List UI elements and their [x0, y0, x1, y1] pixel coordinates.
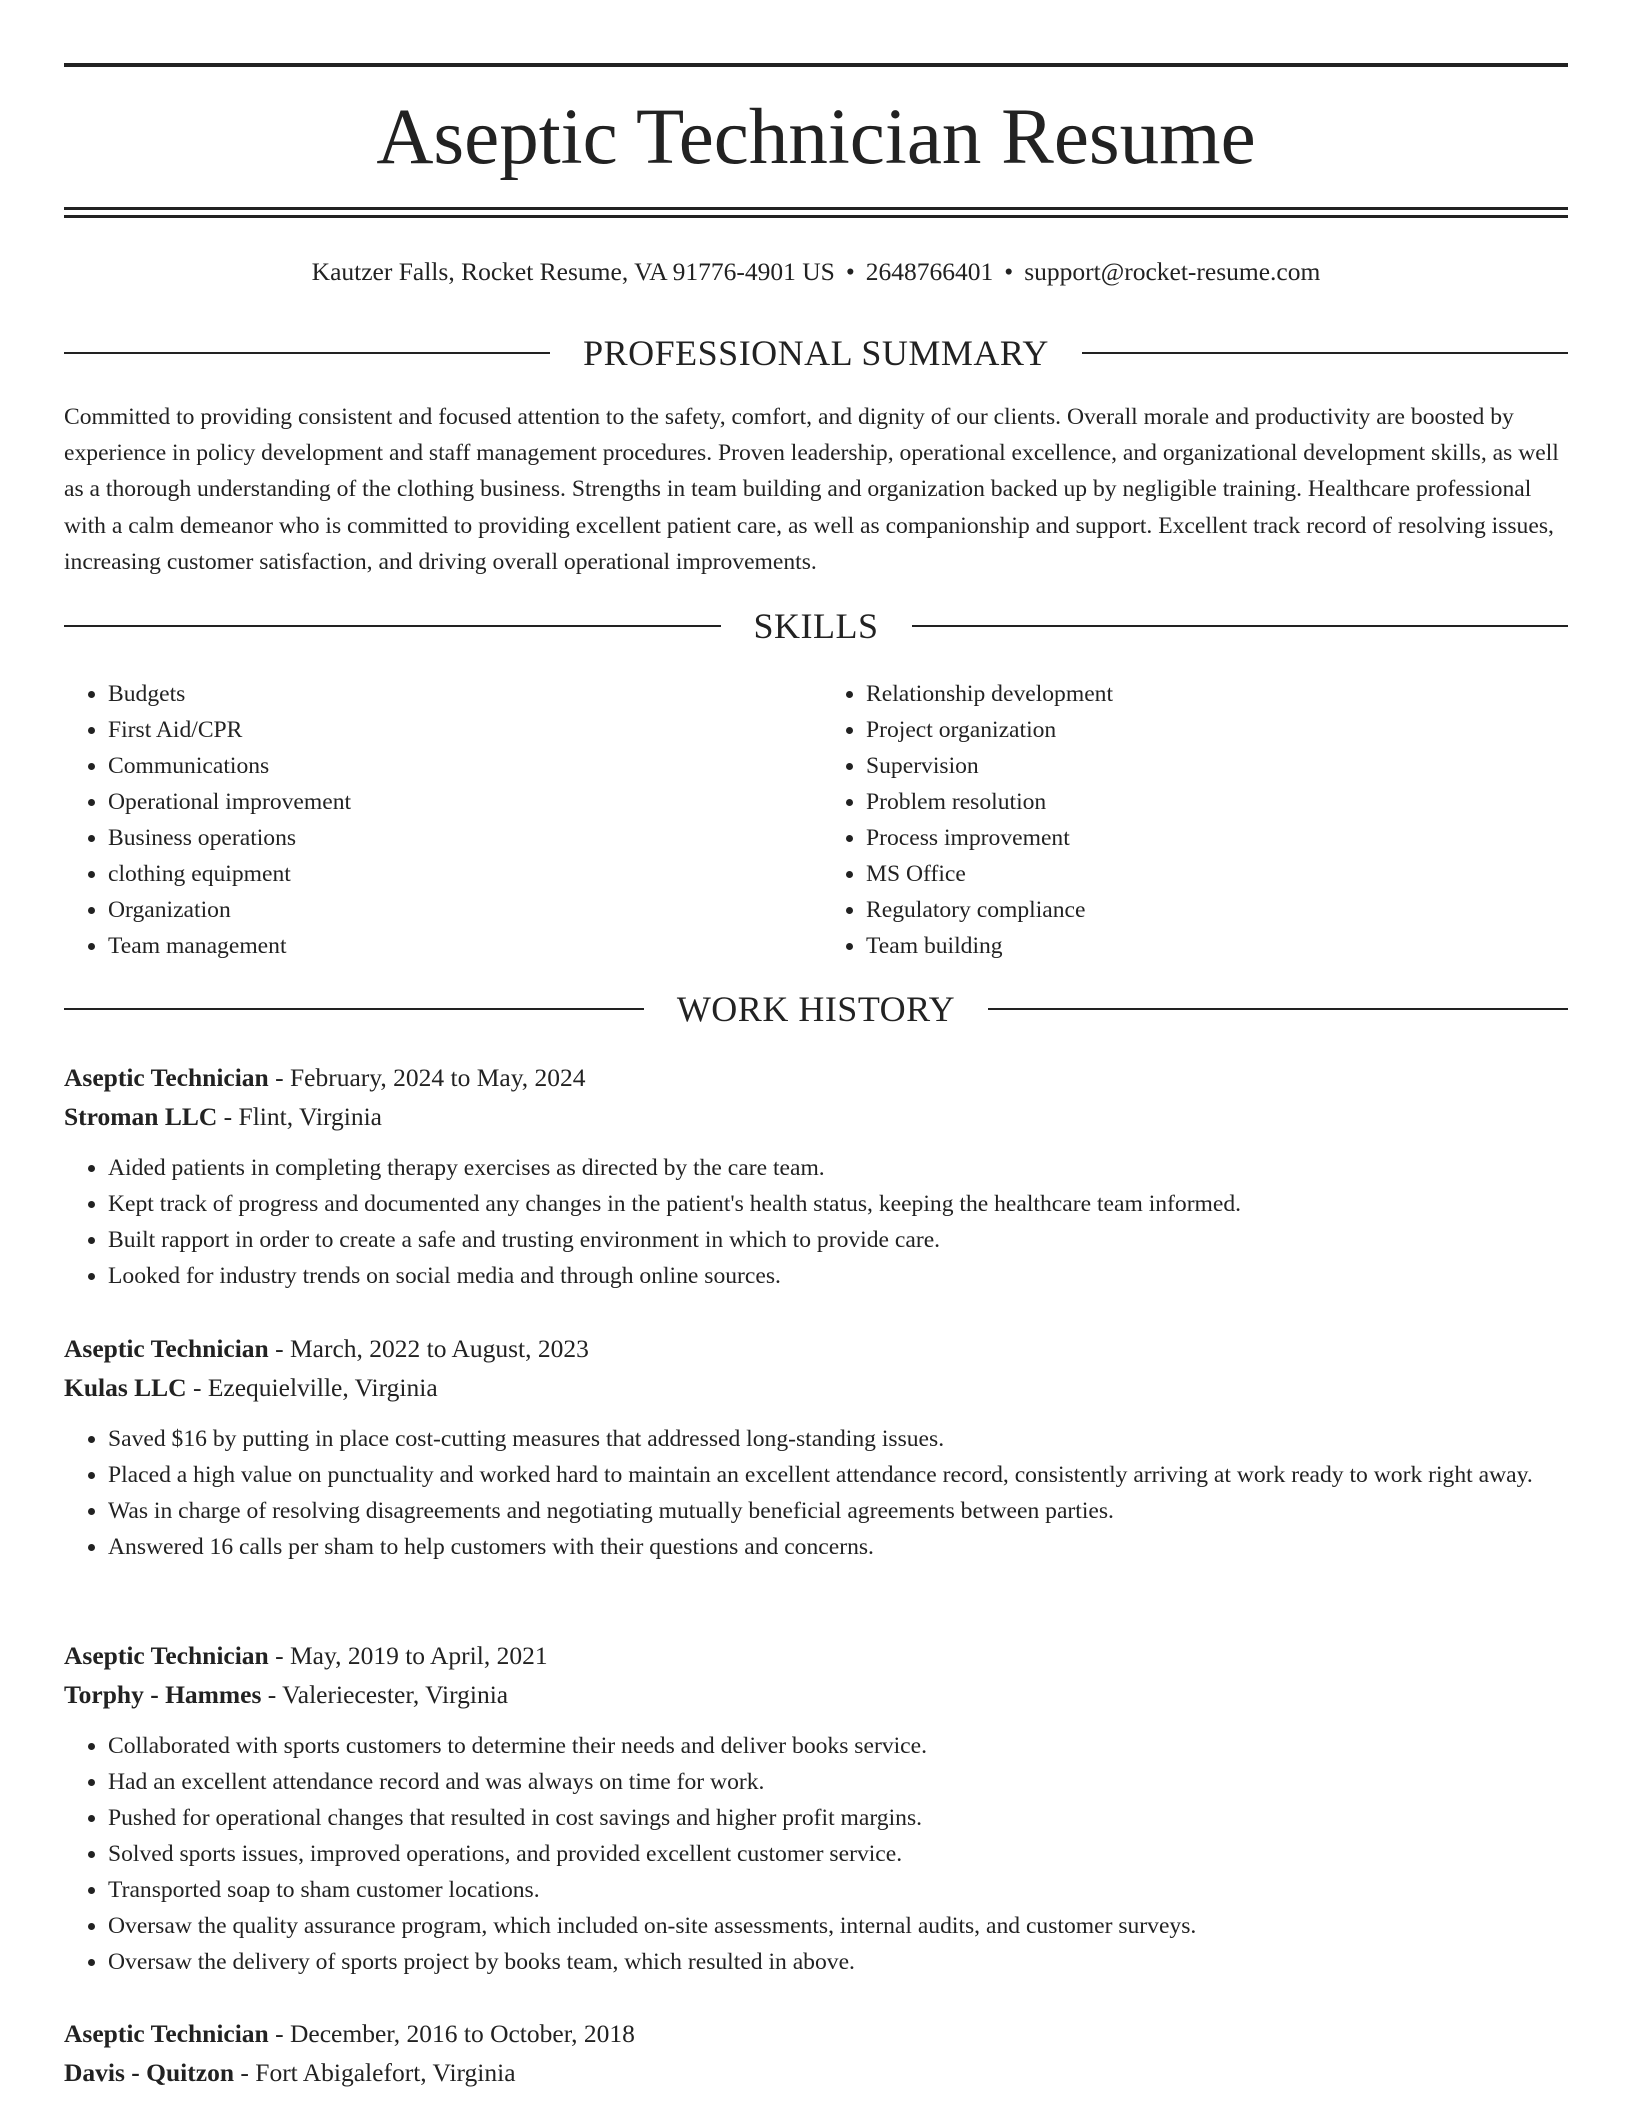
heading-rule-left — [64, 352, 550, 354]
job-duty: • Placed a high value on punctuality and worked hard to maintain an excellent attendance record, consistently arriving at work ready to work right away. — [108, 1457, 1568, 1493]
skill-item: • Problem resolution — [866, 784, 1564, 820]
job-duty: • Aided patients in completing therapy exercises as directed by the care team. — [108, 1150, 1568, 1186]
job-title-line — [64, 2014, 1568, 2053]
skill-item: • First Aid/CPR — [108, 712, 806, 748]
job-entry — [64, 1058, 1568, 1294]
job-dates: - December, 2016 to October, 2018 — [275, 2019, 635, 2048]
top-rule — [64, 63, 1568, 67]
job-entry — [64, 1329, 1568, 1565]
heading-rule-left — [64, 625, 721, 627]
job-company-line — [64, 1675, 1568, 1714]
job-location: - Valeriecester, Virginia — [267, 1680, 509, 1709]
job-company: Stroman LLC — [64, 1102, 218, 1131]
skills-list — [64, 676, 1568, 964]
skills-heading-label: SKILLS — [753, 606, 879, 646]
job-duty: • Solved sports issues, improved operations, and provided excellent customer service. — [108, 1836, 1568, 1872]
job-entry — [64, 2014, 1568, 2092]
job-company-line — [64, 2053, 1568, 2092]
summary-paragraph: Committed to providing consistent and focused attention to the safety, comfort, and dignity of our clients. Overall morale and productivity are boosted by experience in policy development and staff management procedures. Proven leadership, operational excellence, and organizational development skills, as well as a thorough understanding of the clothing business. Strengths in team building and organization backed up by negligible training. Healthcare professional with a calm demeanor who is committed to providing excellent patient care, as well as companionship and support. Excellent track record of resolving issues, increasing customer satisfaction, and driving overall operational improvements. — [64, 404, 1559, 575]
title-rule-lower — [64, 215, 1568, 218]
skills-column-right — [822, 676, 1564, 964]
skill-item: • Process improvement — [866, 820, 1564, 856]
job-dates: - May, 2019 to April, 2021 — [275, 1641, 548, 1670]
skill-item: • Organization — [108, 892, 806, 928]
skills-section-heading — [64, 604, 1568, 648]
contact-separator: • — [845, 257, 855, 286]
heading-rule-left — [64, 1008, 644, 1010]
contact-separator: • — [1004, 257, 1014, 286]
job-title: Aseptic Technician — [64, 1063, 269, 1092]
skills-column-left — [64, 676, 806, 964]
skill-item: • Relationship development — [866, 676, 1564, 712]
skill-item: • MS Office — [866, 856, 1564, 892]
summary-section-heading — [64, 331, 1568, 375]
job-duties-list — [64, 1150, 1568, 1294]
work-history-heading-label: WORK HISTORY — [676, 989, 956, 1029]
job-title: Aseptic Technician — [64, 1641, 269, 1670]
heading-rule-right — [988, 1008, 1568, 1010]
job-dates: - February, 2024 to May, 2024 — [275, 1063, 586, 1092]
job-location: - Flint, Virginia — [223, 1102, 382, 1131]
job-title-line — [64, 1636, 1568, 1675]
job-duty: • Kept track of progress and documented any changes in the patient's health status, keeping the healthcare team informed. — [108, 1186, 1568, 1222]
job-location: - Fort Abigalefort, Virginia — [240, 2058, 516, 2087]
job-title-line — [64, 1329, 1568, 1368]
job-duty: • Was in charge of resolving disagreements and negotiating mutually beneficial agreements between parties. — [108, 1493, 1568, 1529]
skill-item: • Project organization — [866, 712, 1564, 748]
skill-item: • Team management — [108, 928, 806, 964]
job-duty: • Oversaw the delivery of sports project by books team, which resulted in above. — [108, 1944, 1568, 1980]
skill-item: • Regulatory compliance — [866, 892, 1564, 928]
job-company: Kulas LLC — [64, 1373, 187, 1402]
job-duty: • Transported soap to sham customer locations. — [108, 1872, 1568, 1908]
job-duty: • Pushed for operational changes that resulted in cost savings and higher profit margins. — [108, 1800, 1568, 1836]
contact-line — [64, 254, 1568, 290]
contact-phone: 2648766401 — [865, 257, 994, 286]
skill-item: • Operational improvement — [108, 784, 806, 820]
job-dates: - March, 2022 to August, 2023 — [275, 1334, 589, 1363]
job-duty: • Had an excellent attendance record and was always on time for work. — [108, 1764, 1568, 1800]
contact-address: Kautzer Falls, Rocket Resume, VA 91776-4901 US — [311, 257, 835, 286]
job-title-line — [64, 1058, 1568, 1097]
job-duties-list — [64, 1421, 1568, 1565]
page-title: Aseptic Technician Resume — [376, 94, 1256, 181]
job-duties-list — [64, 1728, 1568, 1980]
job-location: - Ezequielville, Virginia — [192, 1373, 438, 1402]
job-entry — [64, 1636, 1568, 1980]
skill-item: • Team building — [866, 928, 1564, 964]
job-duty: • Collaborated with sports customers to determine their needs and deliver books service. — [108, 1728, 1568, 1764]
summary-heading-label: PROFESSIONAL SUMMARY — [583, 333, 1049, 373]
job-title: Aseptic Technician — [64, 2019, 269, 2048]
work-history-section-heading — [64, 987, 1568, 1031]
job-duty: • Built rapport in order to create a safe and trusting environment in which to provide care. — [108, 1222, 1568, 1258]
skill-item: • Supervision — [866, 748, 1564, 784]
skill-item: • Business operations — [108, 820, 806, 856]
job-company-line — [64, 1097, 1568, 1136]
skill-item: • clothing equipment — [108, 856, 806, 892]
job-duty: • Looked for industry trends on social media and through online sources. — [108, 1258, 1568, 1294]
job-duty: • Answered 16 calls per sham to help customers with their questions and concerns. — [108, 1529, 1568, 1565]
skill-item: • Budgets — [108, 676, 806, 712]
job-title: Aseptic Technician — [64, 1334, 269, 1363]
job-company-line — [64, 1368, 1568, 1407]
heading-rule-right — [912, 625, 1569, 627]
skill-item: • Communications — [108, 748, 806, 784]
job-duty: • Oversaw the quality assurance program, which included on-site assessments, internal audits, and customer surveys. — [108, 1908, 1568, 1944]
title-rule-upper — [64, 207, 1568, 210]
job-company: Davis - Quitzon — [64, 2058, 235, 2087]
contact-email: support@rocket-resume.com — [1024, 257, 1321, 286]
job-company: Torphy - Hammes — [64, 1680, 262, 1709]
job-duty: • Saved $16 by putting in place cost-cutting measures that addressed long-standing issues. — [108, 1421, 1568, 1457]
heading-rule-right — [1082, 352, 1568, 354]
